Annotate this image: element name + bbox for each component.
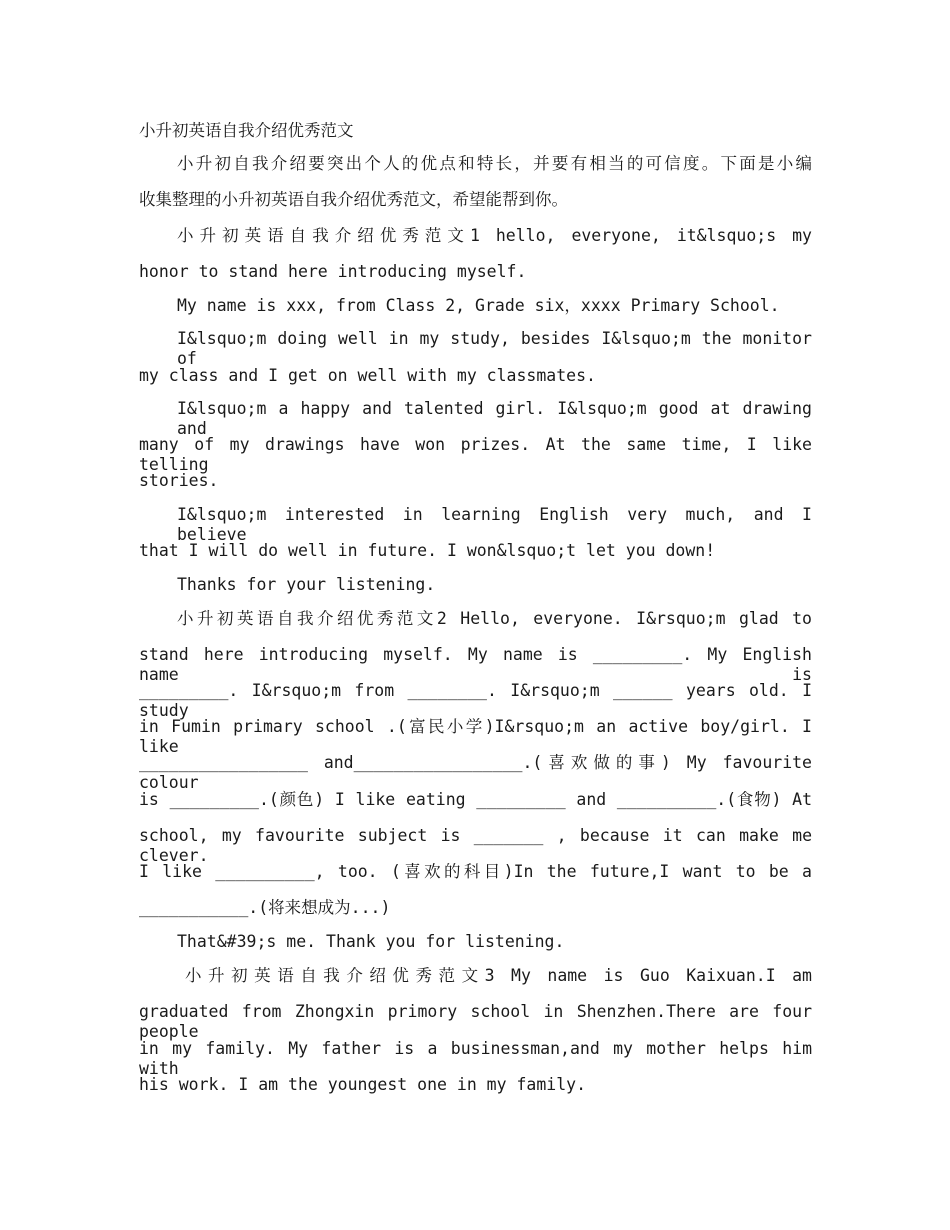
paragraph-line: in Fumin primary school .(富民小学)I&rsquo;m an active boy/girl. I like — [139, 717, 812, 756]
sample2-heading-line: 小升初英语自我介绍优秀范文2 Hello, everyone. I&rsquo;m glad to — [177, 609, 812, 628]
paragraph-line: in my family. My father is a businessman,and my mother helps him with — [139, 1039, 812, 1078]
paragraph-line: I&lsquo;m a happy and talented girl. I&lsquo;m good at drawing and — [177, 399, 812, 438]
intro-line: 收集整理的小升初英语自我介绍优秀范文，希望能帮到你。 — [139, 190, 568, 209]
paragraph-line: I&lsquo;m doing well in my study, besides I&lsquo;m the monitor of — [177, 329, 812, 368]
paragraph-line: My name is xxx, from Class 2, Grade six，xxxx Primary School. — [177, 296, 780, 315]
paragraph-line: That&#39;s me. Thank you for listening. — [177, 932, 565, 951]
paragraph-line: Thanks for your listening. — [177, 575, 436, 594]
paragraph-line: that I will do well in future. I won&lsquo;t let you down! — [139, 541, 716, 560]
paragraph-line: ___________.(将来想成为...) — [139, 898, 391, 917]
intro-line: 小升初自我介绍要突出个人的优点和特长，并要有相当的可信度。下面是小编 — [177, 154, 812, 173]
sample3-heading-line: 小升初英语自我介绍优秀范文3 My name is Guo Kaixuan.I am — [185, 966, 812, 985]
paragraph-line: _________________ and_________________.(喜欢做的事) My favourite colour — [139, 753, 812, 792]
paragraph-line: _________. I&rsquo;m from ________. I&rsquo;m ______ years old. I study — [139, 681, 812, 720]
paragraph-line: his work. I am the youngest one in my family. — [139, 1075, 587, 1094]
document-title: 小升初英语自我介绍优秀范文 — [139, 121, 354, 140]
paragraph-line: stories. — [139, 471, 219, 490]
paragraph-line: stand here introducing myself. My name is _________. My English name is — [139, 645, 812, 684]
paragraph-line: I like __________, too. (喜欢的科目)In the future,I want to be a — [139, 862, 812, 881]
paragraph-line: graduated from Zhongxin primory school in Shenzhen.There are four people — [139, 1002, 812, 1041]
paragraph-line: honor to stand here introducing myself. — [139, 262, 527, 281]
sample1-heading-line: 小升初英语自我介绍优秀范文1 hello, everyone, it&lsquo;s my — [177, 226, 812, 245]
paragraph-line: school, my favourite subject is _______ , because it can make me clever. — [139, 826, 812, 865]
paragraph-line: my class and I get on well with my classmates. — [139, 366, 596, 385]
paragraph-line: many of my drawings have won prizes. At the same time, I like telling — [139, 435, 812, 474]
paragraph-line: is _________.(颜色) I like eating _________ and __________.(食物) At — [139, 790, 812, 809]
paragraph-line: I&lsquo;m interested in learning English very much, and I believe — [177, 505, 812, 544]
